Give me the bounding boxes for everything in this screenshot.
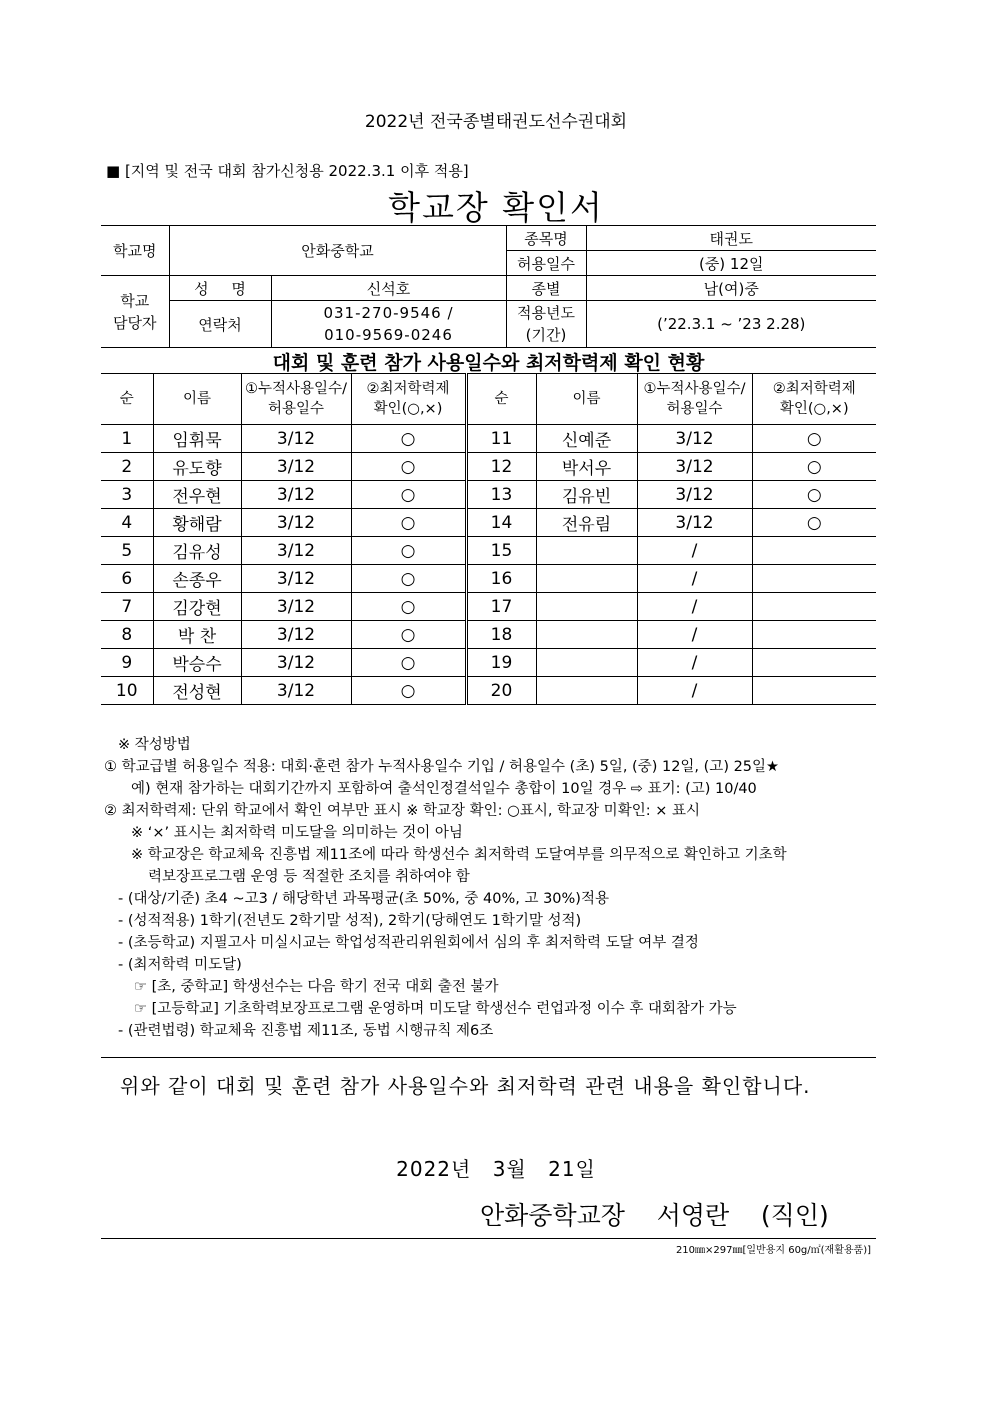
cell-days: 3/12 bbox=[637, 509, 752, 537]
table-row bbox=[101, 481, 876, 509]
col-no-header: 순 bbox=[101, 374, 153, 425]
event-title: 2022년 전국종별태권도선수권대회 bbox=[364, 112, 628, 132]
instructions-title: ※ 작성방법 bbox=[118, 737, 191, 753]
cell-name: 전성현 bbox=[153, 677, 241, 705]
instruction-line: ☞ [초, 중학교] 학생선수는 다음 학기 전국 대회 출전 불가 bbox=[134, 979, 499, 995]
cell-check: ○ bbox=[752, 481, 876, 509]
status-heading: 대회 및 훈련 참가 사용일수와 최저학력제 확인 현황 bbox=[272, 352, 705, 374]
cell-name: 김유빈 bbox=[536, 481, 637, 509]
cell-days: / bbox=[637, 537, 752, 565]
instruction-line: 력보장프로그램 운영 등 적절한 조치를 취하여야 함 bbox=[148, 869, 470, 885]
table-row bbox=[101, 565, 876, 593]
cell-no: 13 bbox=[466, 481, 536, 509]
cell-check: ○ bbox=[351, 537, 466, 565]
cell-no: 8 bbox=[101, 621, 153, 649]
cell-name bbox=[536, 649, 637, 677]
principal-signature: 안화중학교장 서영란 (직인) bbox=[480, 1201, 829, 1230]
cell-no: 12 bbox=[466, 453, 536, 481]
cell-check: ○ bbox=[351, 621, 466, 649]
cell-no: 5 bbox=[101, 537, 153, 565]
table-row bbox=[101, 677, 876, 705]
cell-name: 박서우 bbox=[536, 453, 637, 481]
cell-no: 1 bbox=[101, 425, 153, 453]
paper-spec: 210㎜×297㎜[일반용지 60g/㎡(재활용품)] bbox=[675, 1245, 871, 1256]
cell-no: 17 bbox=[466, 593, 536, 621]
cell-check bbox=[752, 649, 876, 677]
cell-name: 황해람 bbox=[153, 509, 241, 537]
cell-name: 손종우 bbox=[153, 565, 241, 593]
cell-days: 3/12 bbox=[241, 677, 351, 705]
cell-name: 박승수 bbox=[153, 649, 241, 677]
instruction-line: ② 최저학력제: 단위 학교에서 확인 여부만 표시 ※ 학교장 확인: ○표시, 학교장 미확인: × 표시 bbox=[104, 803, 700, 819]
name-label: 성 명 bbox=[169, 276, 271, 301]
table-row bbox=[101, 509, 876, 537]
instruction-line: - (초등학교) 지필고사 미실시교는 학업성적관리위원회에서 심의 후 최저학력 도달 여부 결정 bbox=[118, 935, 699, 951]
list-header-row bbox=[101, 374, 876, 425]
cell-check bbox=[752, 565, 876, 593]
instruction-line: ① 학교급별 허용일수 적용: 대회·훈련 참가 누적사용일수 기입 / 허용일수 (초) 5일, (중) 12일, (고) 25일★ bbox=[104, 759, 780, 775]
cell-days: 3/12 bbox=[241, 481, 351, 509]
cell-days: 3/12 bbox=[241, 453, 351, 481]
cell-days: 3/12 bbox=[637, 453, 752, 481]
cell-days: 3/12 bbox=[241, 509, 351, 537]
cell-check: ○ bbox=[752, 453, 876, 481]
cell-name: 유도향 bbox=[153, 453, 241, 481]
apply-year-value: (’22.3.1 ~ ’23 2.28) bbox=[586, 301, 876, 348]
cell-name bbox=[536, 593, 637, 621]
cell-check: ○ bbox=[351, 509, 466, 537]
cell-name bbox=[536, 565, 637, 593]
col-days-header: ①누적사용일수/ 허용일수 bbox=[637, 374, 752, 425]
col-name-header: 이름 bbox=[153, 374, 241, 425]
cell-name bbox=[536, 677, 637, 705]
cell-days: / bbox=[637, 621, 752, 649]
cell-days: 3/12 bbox=[241, 593, 351, 621]
cell-name: 김강현 bbox=[153, 593, 241, 621]
instruction-line: ☞ [고등학교] 기초학력보장프로그램 운영하며 미도달 학생선수 런업과정 이수 후 대회참가 가능 bbox=[134, 1001, 737, 1017]
allowed-days-value: (중) 12일 bbox=[586, 251, 876, 276]
instruction-line: - (최저학력 미도달) bbox=[118, 957, 242, 973]
col-name-header: 이름 bbox=[536, 374, 637, 425]
col-check-header: ②최저학력제 확인(○,×) bbox=[351, 374, 466, 425]
cell-check: ○ bbox=[351, 453, 466, 481]
cell-no: 20 bbox=[466, 677, 536, 705]
contact-label: 연락처 bbox=[169, 301, 271, 348]
cell-no: 18 bbox=[466, 621, 536, 649]
section-divider bbox=[101, 1057, 876, 1058]
cell-name: 전유림 bbox=[536, 509, 637, 537]
sport-value: 태권도 bbox=[586, 226, 876, 251]
cell-days: / bbox=[637, 593, 752, 621]
category-label: 종별 bbox=[506, 276, 586, 301]
cell-check bbox=[752, 593, 876, 621]
cell-no: 4 bbox=[101, 509, 153, 537]
cell-name: 전우현 bbox=[153, 481, 241, 509]
cell-name: 신예준 bbox=[536, 425, 637, 453]
instruction-line: ※ 학교장은 학교체육 진흥법 제11조에 따라 학생선수 최저학력 도달여부를 의무적으로 확인하고 기초학 bbox=[131, 847, 787, 863]
name-value: 신석호 bbox=[271, 276, 506, 301]
cell-days: / bbox=[637, 677, 752, 705]
school-name: 안화중학교 bbox=[169, 226, 506, 276]
cell-check bbox=[752, 621, 876, 649]
footer-divider bbox=[101, 1238, 876, 1239]
cell-no: 14 bbox=[466, 509, 536, 537]
cell-check: ○ bbox=[351, 565, 466, 593]
table-row bbox=[101, 453, 876, 481]
confirmation-date: 2022년 3월 21일 bbox=[396, 1157, 596, 1181]
manager-label: 학교 담당자 bbox=[101, 276, 169, 348]
cell-no: 6 bbox=[101, 565, 153, 593]
cell-name: 김유성 bbox=[153, 537, 241, 565]
cell-check bbox=[752, 537, 876, 565]
col-check-header: ②최저학력제 확인(○,×) bbox=[752, 374, 876, 425]
cell-no: 7 bbox=[101, 593, 153, 621]
instruction-line: 예) 현재 참가하는 대회기간까지 포함하여 출석인정결석일수 총합이 10일 경우 ⇨ 표기: (고) 10/40 bbox=[131, 781, 757, 797]
cell-days: 3/12 bbox=[637, 425, 752, 453]
cell-days: 3/12 bbox=[241, 425, 351, 453]
cell-check: ○ bbox=[351, 649, 466, 677]
contact-value: 031-270-9546 / 010-9569-0246 bbox=[271, 301, 506, 348]
cell-check bbox=[752, 677, 876, 705]
document-title: 학교장 확인서 bbox=[388, 188, 604, 227]
cell-check: ○ bbox=[752, 509, 876, 537]
cell-check: ○ bbox=[351, 481, 466, 509]
cell-no: 11 bbox=[466, 425, 536, 453]
cell-check: ○ bbox=[351, 593, 466, 621]
cell-days: / bbox=[637, 565, 752, 593]
table-row bbox=[101, 537, 876, 565]
col-days-header: ①누적사용일수/ 허용일수 bbox=[241, 374, 351, 425]
school-label: 학교명 bbox=[101, 226, 169, 276]
table-row bbox=[101, 425, 876, 453]
cell-no: 15 bbox=[466, 537, 536, 565]
cell-no: 2 bbox=[101, 453, 153, 481]
cell-no: 19 bbox=[466, 649, 536, 677]
cell-days: 3/12 bbox=[637, 481, 752, 509]
instruction-line: - (성적적용) 1학기(전년도 2학기말 성적), 2학기(당해연도 1학기말 성적) bbox=[118, 913, 582, 929]
table-row bbox=[101, 649, 876, 677]
school-info-table bbox=[101, 225, 876, 348]
cell-check: ○ bbox=[752, 425, 876, 453]
allowed-days-label: 허용일수 bbox=[506, 251, 586, 276]
table-row bbox=[101, 621, 876, 649]
sport-label: 종목명 bbox=[506, 226, 586, 251]
cell-days: 3/12 bbox=[241, 565, 351, 593]
cell-check: ○ bbox=[351, 677, 466, 705]
cell-name: 임휘묵 bbox=[153, 425, 241, 453]
cell-check: ○ bbox=[351, 425, 466, 453]
cell-days: 3/12 bbox=[241, 537, 351, 565]
cell-days: 3/12 bbox=[241, 649, 351, 677]
table-row bbox=[101, 593, 876, 621]
cell-name: 박 찬 bbox=[153, 621, 241, 649]
cell-name bbox=[536, 537, 637, 565]
application-note: ■ [지역 및 전국 대회 참가신청용 2022.3.1 이후 적용] bbox=[106, 162, 469, 180]
col-no-header: 순 bbox=[466, 374, 536, 425]
instruction-line: ※ ‘×’ 표시는 최저학력 미도달을 의미하는 것이 아님 bbox=[131, 825, 463, 841]
cell-no: 10 bbox=[101, 677, 153, 705]
athlete-list-table bbox=[101, 373, 876, 705]
apply-year-label: 적용년도 (기간) bbox=[506, 301, 586, 348]
instruction-line: - (관련법령) 학교체육 진흥법 제11조, 동법 시행규칙 제6조 bbox=[118, 1023, 494, 1039]
cell-no: 9 bbox=[101, 649, 153, 677]
instruction-line: - (대상/기준) 초4 ~고3 / 해당학년 과목평균(초 50%, 중 40%, 고 30%)적용 bbox=[118, 891, 609, 907]
cell-name bbox=[536, 621, 637, 649]
cell-no: 16 bbox=[466, 565, 536, 593]
cell-no: 3 bbox=[101, 481, 153, 509]
category-value: 남(여)중 bbox=[586, 276, 876, 301]
confirmation-text: 위와 같이 대회 및 훈련 참가 사용일수와 최저학력 관련 내용을 확인합니다. bbox=[120, 1074, 811, 1098]
cell-days: 3/12 bbox=[241, 621, 351, 649]
cell-days: / bbox=[637, 649, 752, 677]
